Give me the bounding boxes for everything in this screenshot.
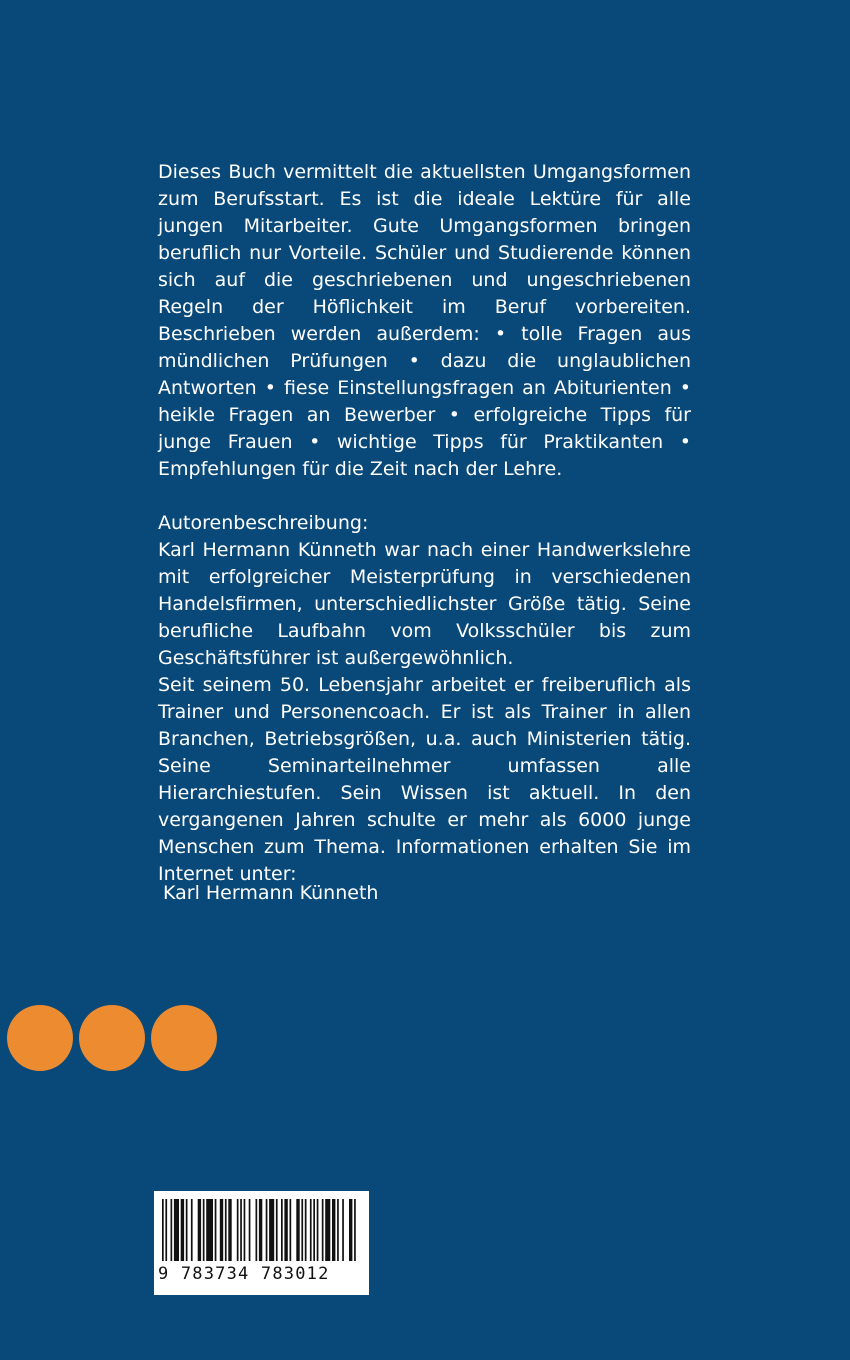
author-bio-paragraph-1: Karl Hermann Künneth war nach einer Handwerkslehre mit erfolgreicher Meisterprüfung in verschiedenen Handelsfirmen, unterschiedlichster Größe tätig. Seine berufliche Laufbahn vom Volksschüler bis zum Geschäftsführer ist außergewöhnlich. [158,539,691,669]
orange-dot-3 [151,1005,217,1071]
author-bio-paragraph-2: Seit seinem 50. Lebensjahr arbeitet er freiberuflich als Trainer und Personencoach. Er ist als Trainer in allen Branchen, Betriebsgrößen, u.a. auch Ministerien tätig. Seine Seminarteilnehmer umfassen alle Hierarchiestufen. Sein Wissen ist aktuell. In den vergangenen Jahren schulte er mehr als 6000 junge Menschen zum Thema. Informationen erhalten Sie im Internet unter: [158,674,691,885]
author-bio [158,537,691,888]
book-blurb: Dieses Buch vermittelt die aktuellsten Umgangsformen zum Berufsstart. Es ist die ideale Lektüre für alle jungen Mitarbeiter. Gute Umgangsformen bringen beruflich nur Vorteile. Schüler und Studierende können sich auf die geschriebenen und ungeschriebenen Regeln der Höflichkeit im Beruf vorbereiten. Beschrieben werden außerdem: • tolle Fragen aus mündlichen Prüfungen • dazu die unglaublichen Antworten • fiese Einstellungsfragen an Abiturienten • heikle Fragen an Bewerber • erfolgreiche Tipps für junge Frauen • wichtige Tipps für Praktikanten • Empfehlungen für die Zeit nach der Lehre. [158,161,691,480]
orange-dot-1 [7,1005,73,1071]
isbn-digits: 9 783734 783012 [158,1264,330,1284]
decorative-dots [7,1005,217,1071]
author-name: Karl Hermann Künneth [163,882,379,904]
isbn-barcode [154,1191,369,1295]
author-heading: Autorenbeschreibung: [158,512,369,534]
orange-dot-2 [79,1005,145,1071]
